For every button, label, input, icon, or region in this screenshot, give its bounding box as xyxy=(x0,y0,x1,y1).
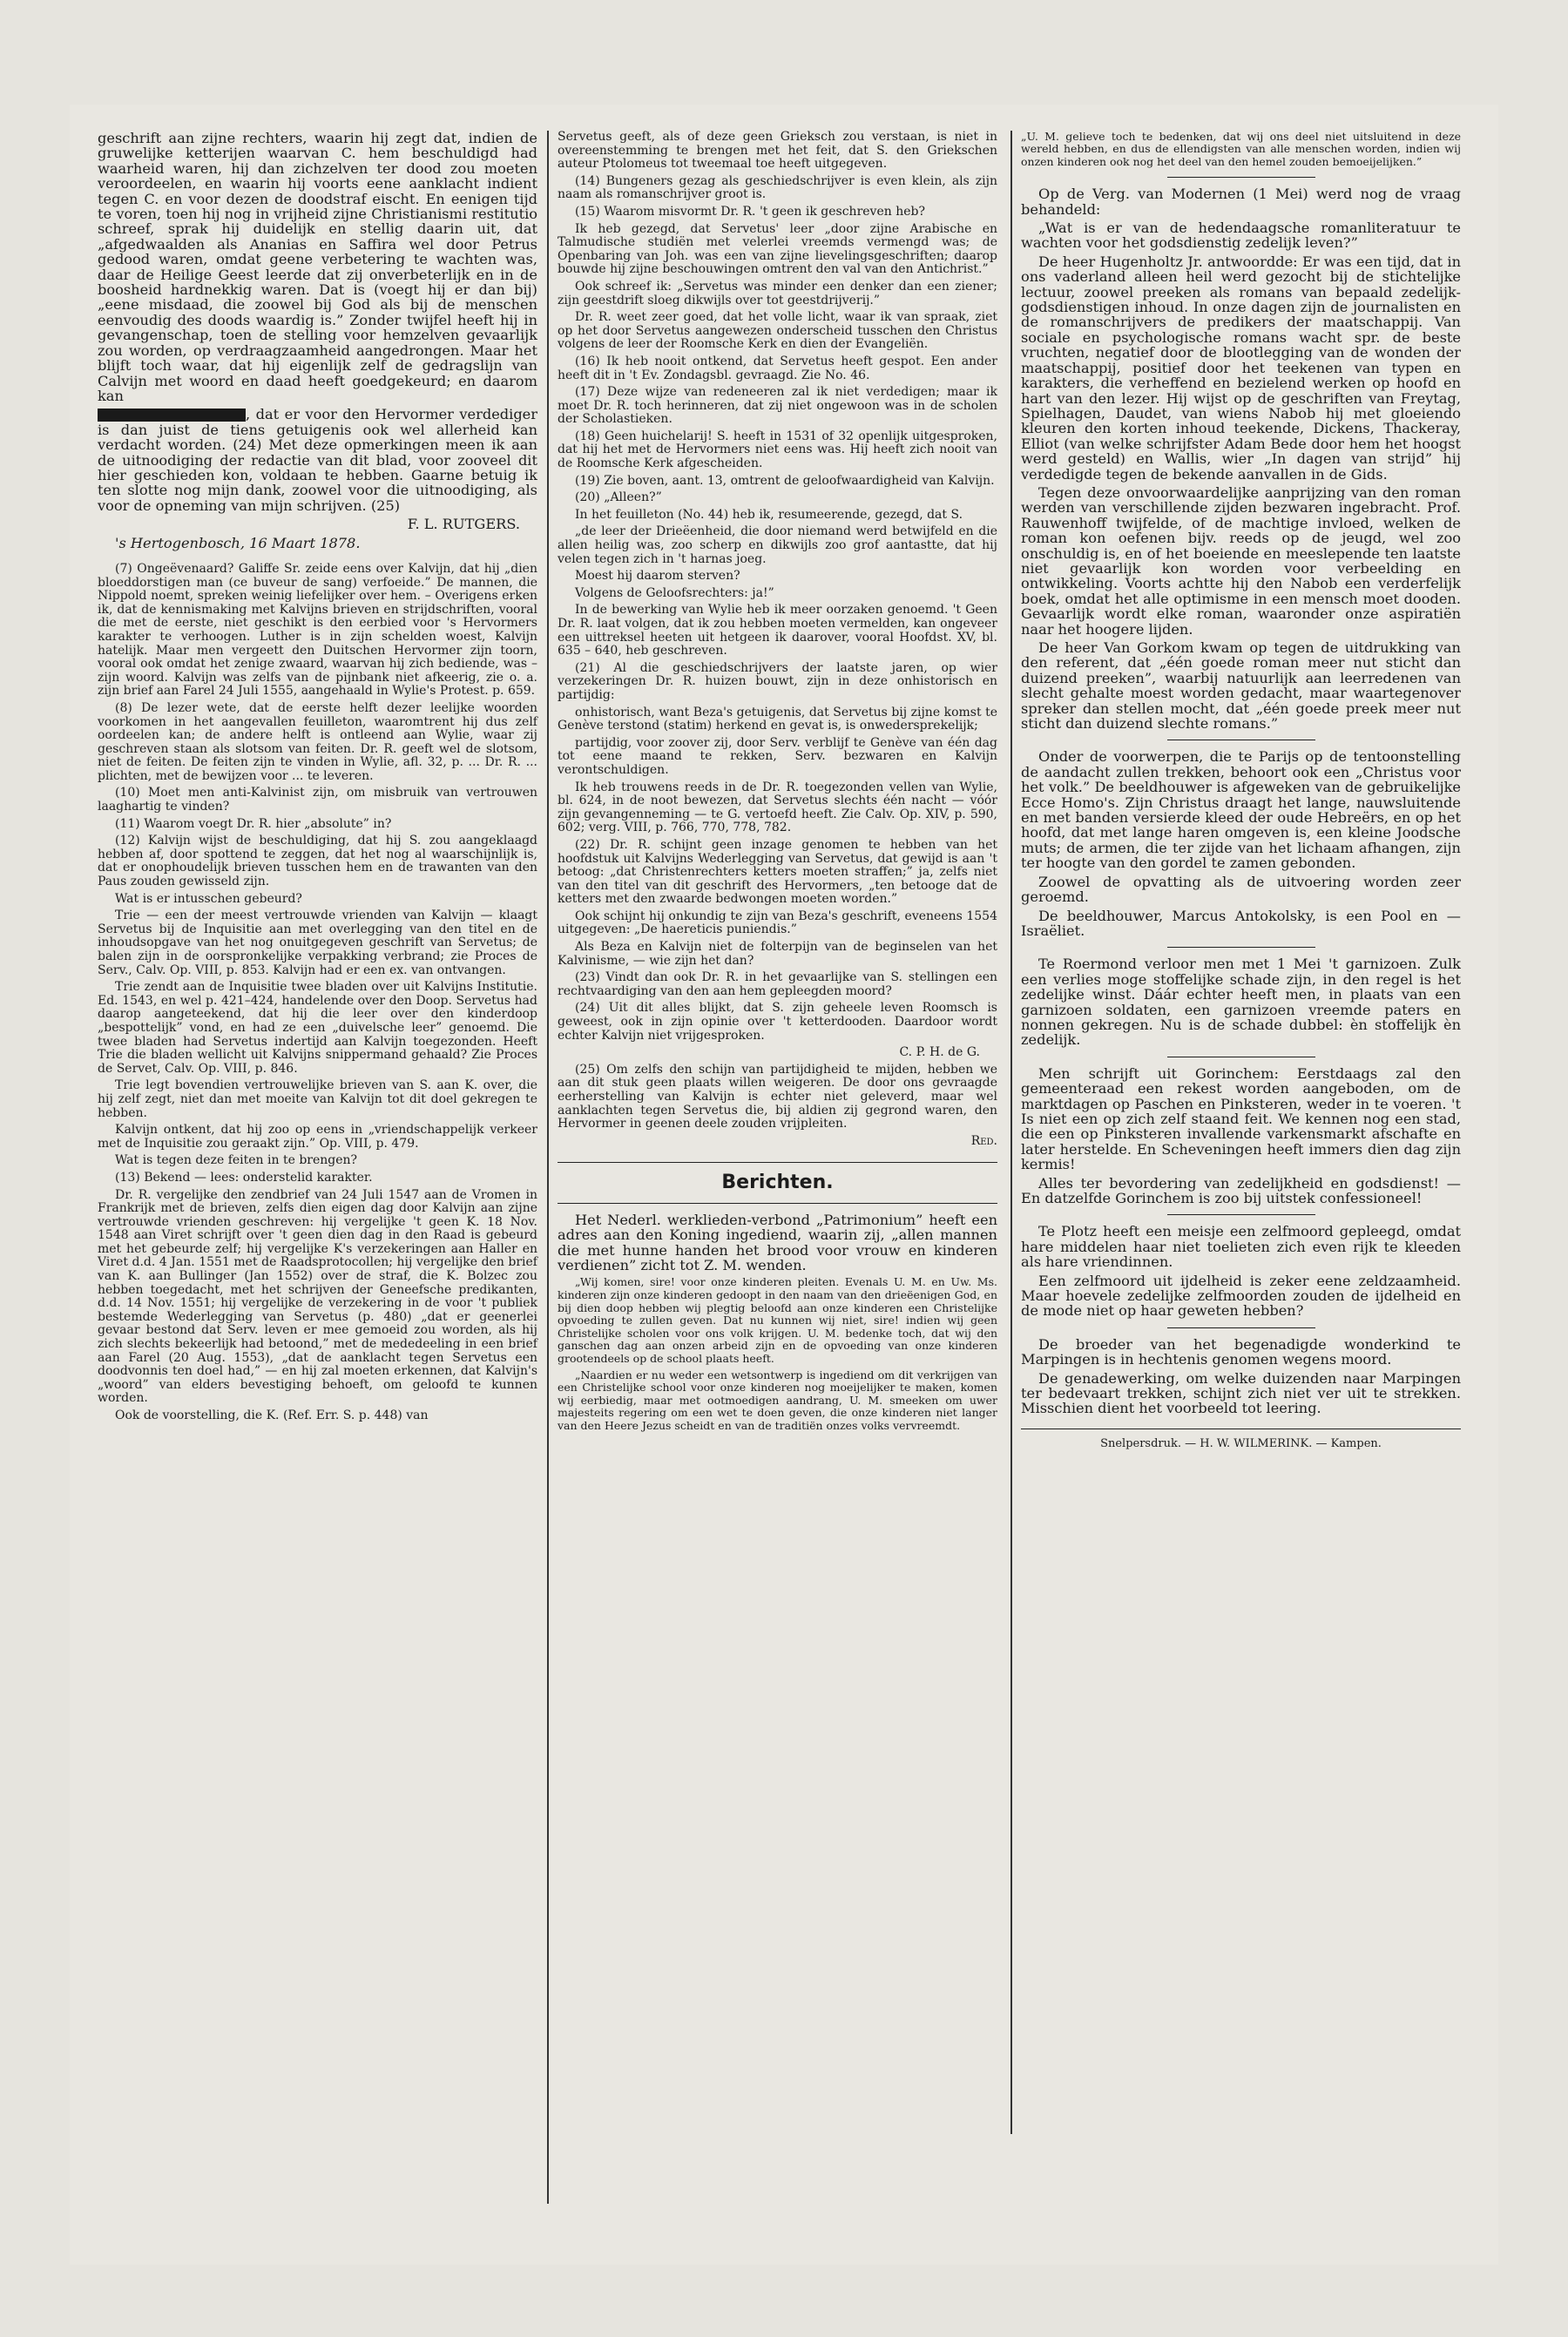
footnote: (18) Geen huichelarij! S. heeft in 1531 of 32 openlijk uitgesproken, dat hij het met de Hervormers niet eens was. Hij heeft zich nooit van de Roomsche Kerk afgescheiden. xyxy=(558,429,997,471)
article-paragraph: , dat er voor den Hervormer verdediger is dan juist de tiens getuigenis ook wel allerheid kan verdacht worden. (24) Met deze opmerkingen meen ik aan de uitnoodiging der redactie van dit blad, voor zooveel dit hier geschieden kon, voldaan te hebben. Gaarne betuig ik ten slotte nog mijn dank, zoowel voor die uitnoodiging, als voor de opneming van mijn schrijven. (25) xyxy=(98,406,537,514)
signature: F. L. RUTGERS. xyxy=(407,516,520,533)
news-paragraph: De broeder van het begenadigde wonderkind te Marpingen is in hechtenis genomen wegens moord. xyxy=(1021,1335,1461,1368)
footnote: In de bewerking van Wylie heb ik meer oorzaken genoemd. 't Geen Dr. R. laat volgen, dat ik zou hebben moeten vermelden, kan ongeveer een uittreksel heeten uit hetgeen ik daarover, vooral Hoofdst. XV, bl. 635 – 640, heb geschreven. xyxy=(558,603,997,659)
news-paragraph: De beeldhouwer, Marcus Antokolsky, is een Pool en — Israëliet. xyxy=(1021,907,1461,939)
footnote: (21) Al die geschiedschrijvers der laatste jaren, op wier verzekeringen Dr. R. huizen bouwt, zijn in deze onhistorisch en partijdig: xyxy=(558,660,997,702)
column-2 xyxy=(558,131,997,1436)
news-paragraph: De genadewerking, om welke duizenden naar Marpingen ter bedevaart trekken, schijnt zich niet ver uit te strekken. Misschien dient het voorbeeld tot leering. xyxy=(1021,1369,1461,1417)
footnote: Ook de voorstelling, die K. (Ref. Err. S. p. 448) van xyxy=(115,1408,429,1422)
news-paragraph: Men schrijft uit Gorinchem: Eerstdaags zal den gemeenteraad een rekest worden aangeboden, om de marktdagen op Paschen en Pinksteren, weder in te voeren. 't Is niet een op zich zelf staand feit. We kennen nog een stad, die een op Pinksteren invallende varkensmarkt afschafte en later herstelde. En Scheveningen heeft immers dien dag zijn kermis! xyxy=(1021,1064,1461,1173)
footnote: Kalvijn ontkent, dat hij zoo op eens in „vriendschappelijk verkeer met de Inquisitie zou geraakt zijn.” Op. VIII, p. 479. xyxy=(98,1123,537,1151)
quote-line: Moest hij daarom sterven? xyxy=(575,569,740,584)
separator xyxy=(1167,1214,1315,1215)
footnote: Wat is er intusschen gebeurd? xyxy=(115,891,302,906)
footnote: Dr. R. weet zeer goed, dat het volle licht, waar ik van spraak, ziet op het door Servetus aangewezen onderscheid tusschen den Christus volgens de leer der Roomsche Kerk en dien der Evangeliën. xyxy=(558,310,997,352)
footnote: Trie zendt aan de Inquisitie twee bladen over uit Kalvijns Institutie. Ed. 1543, en wel p. 421–424, handelende over den Doop. Servetus had daarop aangeteekend, dat hij die leer over den kinderdoop „bespottelijk” vond, en had ze een „duivelsche leer” genoemd. Die twee bladen had Servetus indertijd aan Kalvijn toegezonden. Heeft Trie die bladen wellicht uit Kalvijns snippermand gehaald? Zie Proces de Servet, Calv. Op. VIII, p. 846. xyxy=(98,980,537,1076)
footnote: (16) Ik heb nooit ontkend, dat Servetus heeft gespot. Een ander heeft dit in 't Ev. Zondagsbl. gevraagd. Zie No. 46. xyxy=(558,354,997,382)
article-paragraph: geschrift aan zijne rechters, waarin hij zegt dat, indien de gruwelijke ketterijen waarvan C. hem beschuldigd had waarheid waren, hij dan zichzelven ter dood zou moeten veroordeelen, en waarin hij voorts eene aanklacht indient tegen C. en voor dezen de doodstraf eischt. En eenigen tijd te voren, toen hij nog in vrijheid zijne Christianismi restitutio schreef, sprak hij duidelijk en stellig daarin uit, dat „afgedwaalden als Ananias en Saffira wel door Petrus gedood waren, omdat geene verbetering te wachten was, daar de Heilige Geest leerde dat zij onverbeterlijk en in de boosheid hardnekkig waren. Dat is (voegt hij er dan bij) „eene misdaad, die zoowel bij God als bij de menschen eenvoudig des doods waardig is.” Zonder twijfel heeft hij in gevangenschap, toen de stelling voor hemzelven gevaarlijk zou worden, op verdraagzaamheid aangedrongen. Maar het blijft toch waar, dat hij eigenlijk zelf de gedragslijn van Calvijn met woord en daad heeft goedgekeurd; en daarom kan xyxy=(98,130,537,404)
petition-quote: „Wij komen, sire! voor onze kinderen pleiten. Evenals U. M. en Uw. Ms. kinderen zijn onze kinderen gedoopt in den naam van den drieëenigen God, en bij dien doop hebben wij plegtig beloofd aan onze kinderen een Christelijke opvoeding te zullen geven. Dat nu kunnen wij niet, sire! indien wij geen Christelijke scholen voor ons volk krijgen. U. M. bedenke toch, dat wij den ganschen dag aan onzen arbeid zijn en de opvoeding van onze kinderen grootendeels op de school plaats heeft. xyxy=(558,1275,997,1365)
footnote: onhistorisch, want Beza's getuigenis, dat Servetus bij zijne komst te Genève terstond (statim) herkend en gevat is, is onwedersprekelijk; xyxy=(558,705,997,733)
footnote: (13) Bekend — lees: onderstelid karakter. xyxy=(115,1170,373,1185)
footnote: Ook schijnt hij onkundig te zijn van Beza's geschrift, eveneens 1554 uitgegeven: „De haereticis puniendis.” xyxy=(558,908,997,937)
footnote: (7) Ongeëvenaard? Galiffe Sr. zeide eens over Kalvijn, dat hij „dien bloeddorstigen man (ce buveur de sang) verfoeide.” De mannen, die Nippold noemt, spreken weinig liefelijker over hem. – Overigens erken ik, dat de kennismaking met Kalvijns brieven en strijdschriften, vooral die met de eerste, niet geschikt is den eerbied voor 's Hervormers karakter te verhoogen. Luther is in zijn schelden woest, Kalvijn hatelijk. Maar men vergeett den Duitschen Hervormer zijn toorn, vooral ook omdat het zenige zwaard, waarvan hij zich bediende, was – zijn woord. Kalvijn was zelfs van de pijnbank niet afkeerig, zie o. a. zijn brief aan Farel 24 Juli 1555, aangehaald in Wylie's Protest. p. 659. xyxy=(98,561,537,699)
footnote: (8) De lezer wete, dat de eerste helft dezer leelijke woorden voorkomen in het aangevallen feuilleton, waaromtrent hij dus zelf oordeelen kan; de andere helft is ontleend aan Wylie, waar zij geschreven staan als slotsom van feiten. Dr. R. geeft wel de slotsom, niet de feiten. De feiten zijn te vinden in Wylie, afl. 32, p. ... Dr. R. ... plichten, met de bewijzen voor ... te leveren. xyxy=(98,700,537,783)
footnote: (15) Waarom misvormt Dr. R. 't geen ik geschreven heb? xyxy=(575,204,925,219)
footnote: Ik heb trouwens reeds in de Dr. R. toegezonden vellen van Wylie, bl. 624, in de noot bewezen, dat Servetus slechts één nacht — vóór zijn gevangenneming — te G. vertoefd heeft. Zie Calv. Op. XIV, p. 590, 602; verg. VIII, p. 766, 770, 778, 782. xyxy=(558,780,997,835)
news-paragraph: Te Roermond verloor men met 1 Mei 't garnizoen. Zulk een verlies moge stoffelijke schade zijn, in den regel is het zedelijke winst. Dáár echter heeft men, in plaats van een garnizoen soldaten, een garnizoen vreemde paters en nonnen gekregen. Nu is de schade dubbel: èn stoffelijk èn zedelijk. xyxy=(1021,956,1461,1049)
editor-mark: Red. xyxy=(970,1133,997,1148)
footnote: (14) Bungeners gezag als geschiedschrijver is even klein, als zijn naam als romanschrijver groot is. xyxy=(558,173,997,202)
footnote: (10) Moet men anti-Kalvinist zijn, om misbruik van vertrouwen laaghartig te vinden? xyxy=(98,786,537,814)
footnote: Als Beza en Kalvijn niet de folterpijn van de beginselen van het Kalvinisme, — wie zijn het dan? xyxy=(558,940,997,968)
footnote: (20) „Alleen?” xyxy=(575,490,662,505)
footnote: Trie legt bovendien vertrouwelijke brieven van S. aan K. over, die hij zelf zegt, niet dan met moeite van Kalvijn tot dit doel gekregen te hebben. xyxy=(98,1078,537,1120)
footnote: (19) Zie boven, aant. 13, omtrent de geloofwaardigheid van Kalvijn. xyxy=(575,473,995,488)
footnote: Trie — een der meest vertrouwde vrienden van Kalvijn — klaagt Servetus bij de Inquisitie aan met overlegging van den titel en de inhoudsopgave van het nog onuitgegeven geschrift van Servetus; de balen zijn in de oorspronkelijke verpakking verbrand; zie Proces de Serv., Calv. Op. VIII, p. 853. Kalvijn had er een ex. van ontvangen. xyxy=(98,908,537,977)
footnote: Ik heb gezegd, dat Servetus' leer „door zijne Arabische en Talmudische studiën met velerlei vreemds vermengd was; de Openbaring van Joh. was een van zijne lievelingsgeschriften; daarop bouwde hij zijne beschouwingen omtrent den val van den Antichrist.” xyxy=(558,221,997,277)
column-3 xyxy=(1021,131,1461,1451)
quote-line: Volgens de Geloofsrechters: ja!” xyxy=(575,585,774,600)
footnote: Wat is tegen deze feiten in te brengen? xyxy=(115,1153,358,1168)
footnote: (23) Vindt dan ook Dr. R. in het gevaarlijke van S. stellingen een rechtvaardiging van den aan hem gepleegden moord? xyxy=(558,970,997,998)
signature: C. P. H. de G. xyxy=(899,1045,980,1060)
footnotes xyxy=(98,563,537,1423)
petition-quote: „Naardien er nu weder een wetsontwerp is ingediend om dit verkrijgen van een Christelijke school voor onze kinderen nog moeijelijker te maken, komen wij eerbiedig, maar met ootmoedigen aandrang, U. M. smeeken om uwer majesteits regering om een wet te doen geven, die onze kinderen niet langer van den Heere Jezus scheidt en van de traditiën onzes volks vervreemdt. xyxy=(558,1368,997,1432)
footnote: (12) Kalvijn wijst de beschuldiging, dat hij S. zou aangeklaagd hebben af, door spottend te zeggen, dat het nog al waarschijnlijk is, dat er onophoudelijk brieven tusschen hem en de trawanten van den Paus zouden gewisseld zijn. xyxy=(98,834,537,889)
news-paragraph: Tegen deze onvoorwaardelijke aanprijzing van den roman werden van verschillende zijden bezwaren ingebracht. Prof. Rauwenhoff twijfelde, of de machtige invloed, welken de roman kon oefenen bijv. reeds op de jeugd, wel zoo onschuldig is, en of het boeiende en meeslepende ten laatste niet gevaarlijk kon worden voor verbeelding en ontwikkeling. Voorts achtte hij den Nabob een verderfelijk boek, omdat het alle optimisme in een mensch moet dooden. Gevaarlijk wordt elke roman, waaronder onze aspiratiën naar het hoogere lijden. xyxy=(1021,483,1461,638)
separator xyxy=(1167,177,1315,178)
news-paragraph: Alles ter bevordering van zedelijkheid en godsdienst! — En datzelfde Gorinchem is zoo bij uitstek confessioneel! xyxy=(1021,1174,1461,1206)
footnote: (25) Om zelfs den schijn van partijdigheid te mijden, hebben we aan dit stuk geen plaats willen weigeren. De door ons gevraagde eerherstelling van Kalvijn is echter niet geleverd, maar wel aanklachten tegen Servetus die, bij aldien zij gegrond waren, den Hervormer in geenen deele zouden vrijpleiten. xyxy=(558,1062,997,1131)
news-paragraph: De heer Hugenholtz Jr. antwoordde: Er was een tijd, dat in ons vaderland alleen heil werd gezocht bij de stichtelijke lectuur, zoowel preeken als romans van bepaald zedelijk-godsdienstigen inhoud. In onze dagen zijn de journalisten en de romanschrijvers de predikers der maatschappij. Van sociale en psychologische romans wacht spr. de beste vruchten, negatief door de blootlegging van de wonden der maatschappij, positief door het teekenen van typen en karakters, die verheffend en bezielend werken op hoofd en hart van den lezer. Hij wijst op de geschriften van Freytag, Spielhagen, Daudet, van wiens Nabob hij met gloeiendo kleuren den korten inhoud teekende, Dickens, Thackeray, Elliot (van welke schrijfster Adam Bede door hem het hoogst werd gesteld) en Wallis, wier „In dagen van strijd” hij verdedigde tegen de bekende aanvallen in de Gids. xyxy=(1021,253,1461,483)
footnote: Servetus geeft, als of deze geen Grieksch zou verstaan, is niet in overeenstemming te brengen met het feit, dat S. den Griekschen auteur Ptolomeus tot tweemaal toe heeft uitgegeven. xyxy=(558,130,997,172)
footnotes-continued xyxy=(558,131,997,1148)
news-paragraph: Te Plotz heeft een meisje een zelfmoord gepleegd, omdat hare middelen haar niet toelieten zich even rijk te kleeden als hare vriendinnen. xyxy=(1021,1223,1461,1271)
place-date: 's Hertogenbosch, 16 Maart 1878. xyxy=(115,534,361,551)
quote: „de leer der Drieëenheid, die door niemand werd betwijfeld en die allen heilig was, zoo scherp en dikwijls zoo grof aantastte, dat hij velen tegen zich in 't harnas joeg. xyxy=(558,524,997,566)
separator xyxy=(1167,1327,1315,1328)
news-paragraph: De heer Van Gorkom kwam op tegen de uitdrukking van den referent, dat „één goede roman meer nut sticht dan duizend preeken”, waarbij natuurlijk aan leerredenen van slecht gehalte moest worden gedacht, maar waartegenover spreker dan stellen mocht, dat „één goede preek meer nut sticht dan duizend slechte romans.” xyxy=(1021,639,1461,733)
footnote: partijdig, voor zoover zij, door Serv. verblijf te Genève van één dag tot eene maand te rekken, Serv. bezwaren en Kalvijn verontschuldigen. xyxy=(558,735,997,777)
news-paragraph: Zoowel de opvatting als de uitvoering worden zeer geroemd. xyxy=(1021,873,1461,906)
footnote: Ook schreef ik: „Servetus was minder een denker dan een ziener; zijn geestdrift sloeg dikwijls over tot geestdrijverij.” xyxy=(558,279,997,307)
printer-line: Snelpersdruk. — H. W. WILMERINK. — Kampen. xyxy=(1021,1429,1461,1451)
redaction-bar xyxy=(98,409,246,422)
separator xyxy=(1167,947,1315,948)
footnote: Dr. R. vergelijke den zendbrief van 24 Juli 1547 aan de Vromen in Frankrijk met de brieven, zelfs dien eigen dag door Kalvijn aan zijne vertrouwde vrienden geschreven: hij vergelijke 't geen K. 18 Nov. 1548 aan Viret schrijft over 't geen dien dag in den Raad is gebeurd met het gebeurde zelf; hij vergelijke K's verzekeringen aan Haller en Viret d.d. 4 Jan. 1551 met de Raadsprotocollen; hij vergelijke den brief van K. aan Bullinger (Jan 1552) over de straf, die K. Bolzec zou hebben toegedacht, met het schrijven der Geneefsche predikanten, d.d. 14 Nov. 1551; hij vergelijke de verzekering in de voor 't publiek bestemde Wederlegging van Servetus (p. 480) „dat er geenerlei gevaar bestond dat Serv. leven er mee gemoeid zou worden, als hij zich slechts bekeerlijk had betoond,” met de mededeeling in een brief aan Farel (20 Aug. 1553), „dat de aanklacht tegen Servetus een doodvonnis ten doel had,” — en hij zal moeten erkennen, dat Kalvijn's „woord” van elders bevestiging behoeft, om geloofd te kunnen worden. xyxy=(98,1187,537,1406)
column-rule-left xyxy=(547,131,549,2204)
section-heading-berichten: Berichten. xyxy=(558,1162,997,1203)
petition-quote-end: „U. M. gelieve toch te bedenken, dat wij ons deel niet uitsluitend in deze wereld hebben, en dus de ellendigsten van alle menschen worden, indien wij onzen kinderen ook nog het deel van den hemel zouden bemoeijelijken.” xyxy=(1021,130,1461,168)
footnote: (17) Deze wijze van redeneeren zal ik niet verdedigen; maar ik moet Dr. R. toch herinneren, dat zij niet ongewoon was in de scholen der Scholastieken. xyxy=(558,385,997,427)
news-paragraph: „Wat is er van de hedendaagsche romanliteratuur te wachten voor het godsdienstig zedelijk leven?” xyxy=(1021,220,1461,252)
news-paragraph: Een zelfmoord uit ijdelheid is zeker eene zeldzaamheid. Maar hoevele zedelijke zelfmoorden zouden de ijdelheid en de mode niet op haar geweten hebben? xyxy=(1021,1272,1461,1320)
footnote: (24) Uit dit alles blijkt, dat S. zijn geheele leven Roomsch is geweest, ook in zijn opinie over 't ketterdooden. Daardoor wordt echter Kalvijn niet vrijgesproken. xyxy=(558,1001,997,1043)
news-paragraph: Het Nederl. werklieden-verbond „Patrimonium” heeft een adres aan den Koning ingediend, waarin zij, „allen mannen die met hunne handen het brood voor vrouw en kinderen verdienen” zicht tot Z. M. wenden. xyxy=(558,1211,997,1273)
news-paragraph: Op de Verg. van Modernen (1 Mei) werd nog de vraag behandeld: xyxy=(1021,186,1461,218)
column-rule-right xyxy=(1010,131,1012,2134)
footnote: (22) Dr. R. schijnt geen inzage genomen te hebben van het hoofdstuk uit Kalvijns Wederlegging van Servetus, dat gewijd is aan 't betoog: „dat Christenrechters ketters moeten straffen;” ja, zelfs niet van den titel van dit geschrift des Hervormers, „ten betooge dat de ketters met den zwaarde bedwongen moeten worden.” xyxy=(558,837,997,907)
column-1 xyxy=(98,131,537,1427)
footnote: (11) Waarom voegt Dr. R. hier „absolute” in? xyxy=(115,816,392,831)
news-paragraph: Onder de voorwerpen, die te Parijs op de tentoonstelling de aandacht zullen trekken, behoort ook een „Christus voor het volk.” De beeldhouwer is afgeweken van de gebruikelijke Ecce Homo's. Zijn Christus draagt het lange, nauwsluitende en met banden versierde kleed der oude Hebreërs, en op het hoofd, dat met lange haren omgeven is, een kleine Joodsche muts; de armen, die ter zijde van het lichaam afhangen, zijn ter hoogte van den gordel te zamen gebonden. xyxy=(1021,748,1461,872)
footnote: In het feuilleton (No. 44) heb ik, resumeerende, gezegd, dat S. xyxy=(575,507,963,522)
